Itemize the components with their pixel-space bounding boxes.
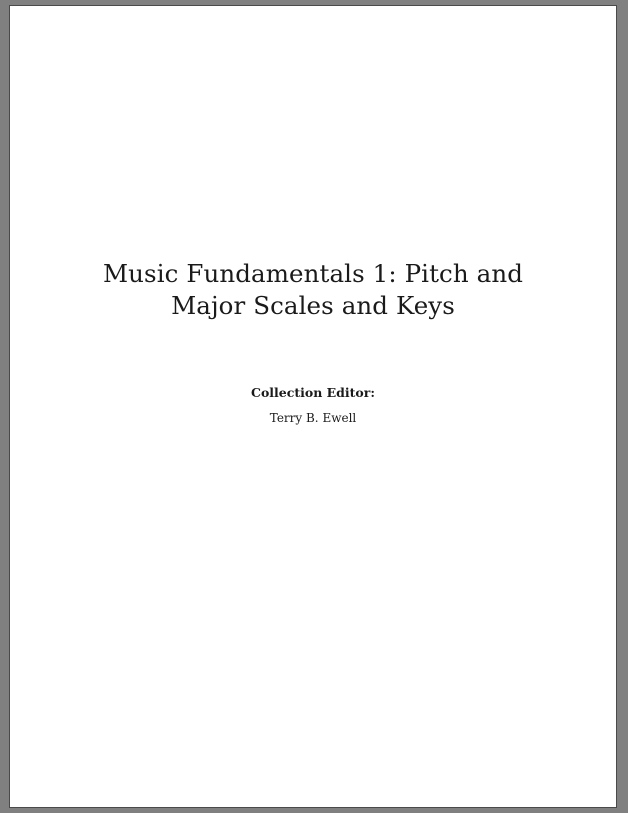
editor-block [10,384,616,427]
title-block [10,258,616,322]
collection-editor-name: Terry B. Ewell [269,410,357,425]
document-page [9,5,617,808]
collection-editor-label: Collection Editor: [251,385,375,400]
page-title: Music Fundamentals 1: Pitch and Major Scales and Keys [102,259,524,320]
